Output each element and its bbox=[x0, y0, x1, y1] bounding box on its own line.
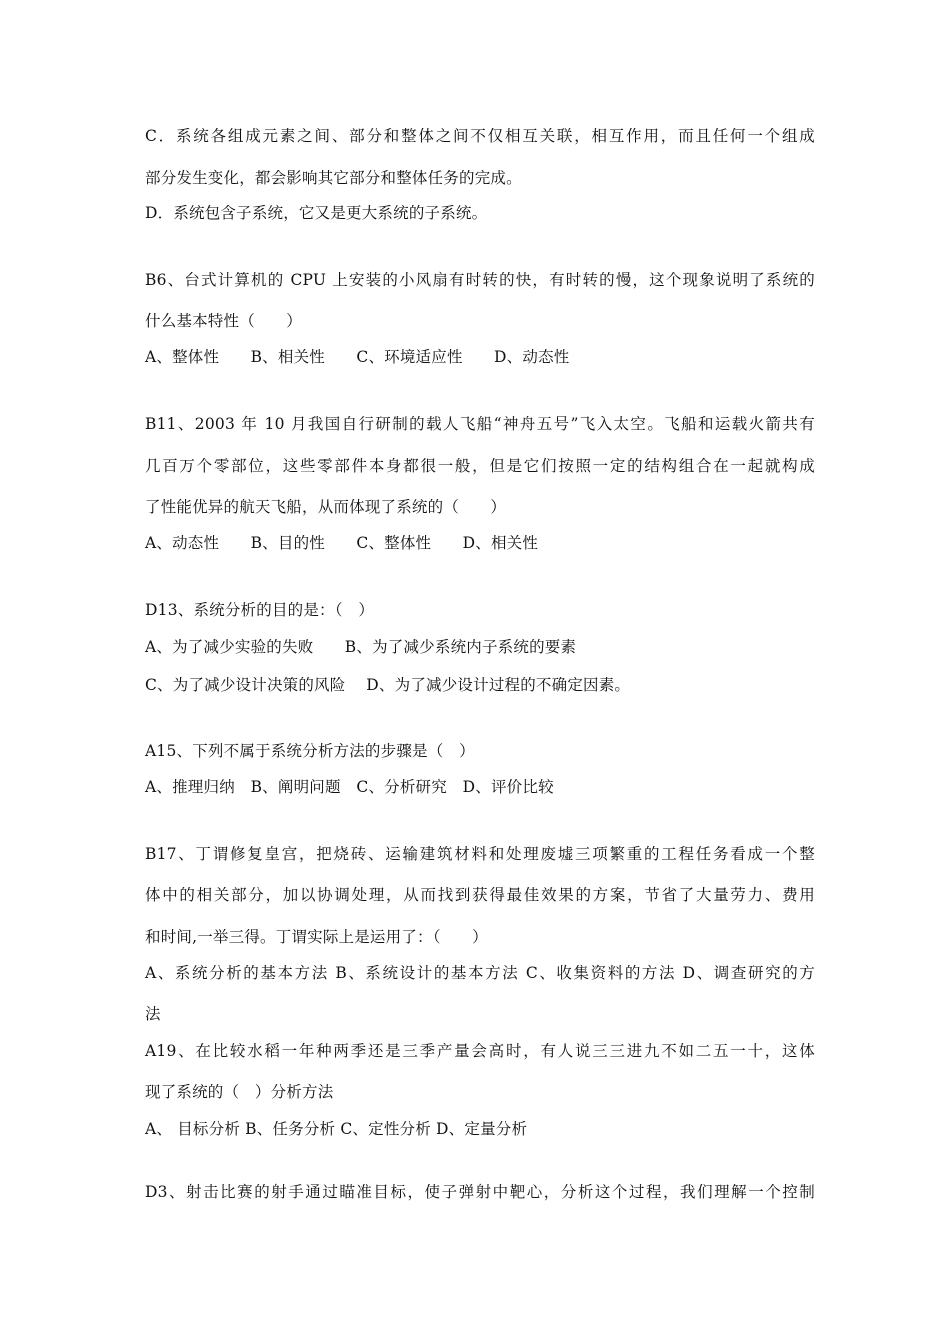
options-line: A、 目标分析 B、任务分析 C、定性分析 D、定量分析 bbox=[145, 1120, 528, 1138]
question-line: D13、系统分析的目的是：（ ） bbox=[145, 601, 375, 619]
question-line: 了性能优异的航天飞船，从而体现了系统的（ ） bbox=[145, 498, 507, 516]
question-line: D3、射击比赛的射手通过瞄准目标，使子弹射中靶心，分析这个过程，我们理解一个控制 bbox=[145, 1183, 815, 1201]
text-line: D．系统包含子系统，它又是更大系统的子系统。 bbox=[145, 204, 488, 222]
options-line: A、为了减少实验的失败 B、为了减少系统内子系统的要素 bbox=[145, 638, 577, 656]
options-line: 法 bbox=[145, 1005, 161, 1023]
question-line: 现了系统的（ ）分析方法 bbox=[145, 1083, 334, 1101]
question-line: B11、2003 年 10 月我国自行研制的载人飞船“神舟五号”飞入太空。飞船和运载火箭共有 bbox=[145, 415, 815, 433]
options-line: C、为了减少设计决策的风险 D、为了减少设计过程的不确定因素。 bbox=[145, 676, 631, 694]
question-line: 什么基本特性（ ） bbox=[145, 312, 303, 330]
options-line: A、推理归纳 B、阐明问题 C、分析研究 D、评价比较 bbox=[145, 778, 554, 796]
question-line: B17、丁谓修复皇宫，把烧砖、运输建筑材料和处理废墟三项繁重的工程任务看成一个整 bbox=[145, 845, 815, 863]
options-line: A、整体性 B、相关性 C、环境适应性 D、动态性 bbox=[145, 348, 570, 366]
question-line: B6、台式计算机的 CPU 上安装的小风扇有时转的快，有时转的慢，这个现象说明了系统的 bbox=[145, 271, 815, 289]
options-line: A、系统分析的基本方法 B、系统设计的基本方法 C、收集资料的方法 D、调查研究的方 bbox=[145, 964, 815, 982]
text-line: C．系统各组成元素之间、部分和整体之间不仅相互关联，相互作用，而且任何一个组成 bbox=[145, 127, 815, 145]
text-line: 部分发生变化，都会影响其它部分和整体任务的完成。 bbox=[145, 169, 522, 187]
question-line: A19、在比较水稻一年种两季还是三季产量会高时，有人说三三进九不如二五一十，这体 bbox=[145, 1042, 815, 1060]
question-line: A15、下列不属于系统分析方法的步骤是（ ） bbox=[145, 742, 475, 760]
question-line: 和时间,一举三得。丁谓实际上是运用了：（ ） bbox=[145, 928, 488, 946]
options-line: A、动态性 B、目的性 C、整体性 D、相关性 bbox=[145, 534, 539, 552]
question-line: 几百万个零部位，这些零部件本身都很一般，但是它们按照一定的结构组合在一起就构成 bbox=[145, 457, 815, 475]
question-line: 体中的相关部分，加以协调处理，从而找到获得最佳效果的方案，节省了大量劳力、费用 bbox=[145, 886, 815, 904]
